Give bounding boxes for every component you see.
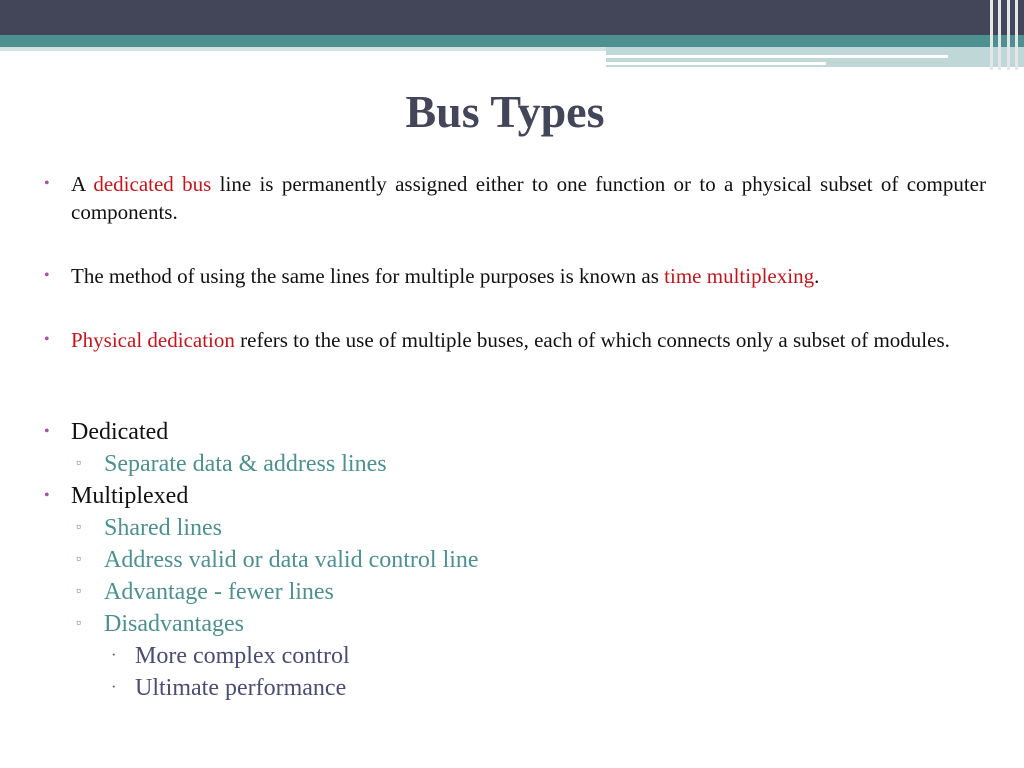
highlight-term: dedicated bus [93,172,212,196]
list-item-dedicated: • Dedicated [44,416,986,448]
square-bullet-icon: ▫ [76,584,81,599]
sub-sub-item: · More complex control [44,640,986,672]
header-stripes [984,0,1024,70]
square-bullet-icon: ▫ [76,520,81,535]
square-bullet-icon: ▫ [76,456,81,471]
dot-bullet-icon: · [111,647,117,664]
bullet-icon: • [44,175,50,192]
bus-type-list [44,416,986,704]
square-bullet-icon: ▫ [76,552,81,567]
paragraph-prefix: A [71,172,94,196]
paragraph-suffix: line is permanently assigned either to one function or to a physical subset of computer components. [71,172,986,224]
sub-item: ▫ Disadvantages [44,608,986,640]
sub-item: ▫ Shared lines [44,512,986,544]
bullet-icon: • [44,331,50,348]
sub-item: ▫ Address valid or data valid control line [44,544,986,576]
paragraph-suffix: . [814,264,820,288]
sub-item: ▫ Advantage - fewer lines [44,576,986,608]
square-bullet-icon: ▫ [76,616,81,631]
paragraph-suffix: refers to the use of multiple buses, each of which connects only a subset of modules. [234,328,950,352]
highlight-term: time multiplexing [664,264,815,288]
paragraph-dedicated-bus [44,170,986,226]
sub-item: ▫ Separate data & address lines [44,448,986,480]
list-item-multiplexed: • Multiplexed [44,480,986,512]
header-dark-band [0,0,1024,35]
bullet-icon: • [44,423,50,440]
bullet-icon: • [44,267,50,284]
paragraph-time-multiplexing [44,262,986,290]
highlight-term: Physical dedication [71,328,235,352]
sub-sub-item: · Ultimate performance [44,672,986,704]
header-white-line [606,55,948,58]
header-light-line [0,47,606,51]
paragraph-physical-dedication [44,326,986,354]
dot-bullet-icon: · [111,679,117,696]
header-white-line-short [606,62,826,65]
header-teal-band [0,35,1024,47]
paragraph-prefix: The method of using the same lines for multiple purposes is known as [71,264,665,288]
bullet-icon: • [44,487,50,504]
paragraph-list [44,170,986,390]
slide-title: Bus Types [405,86,605,137]
